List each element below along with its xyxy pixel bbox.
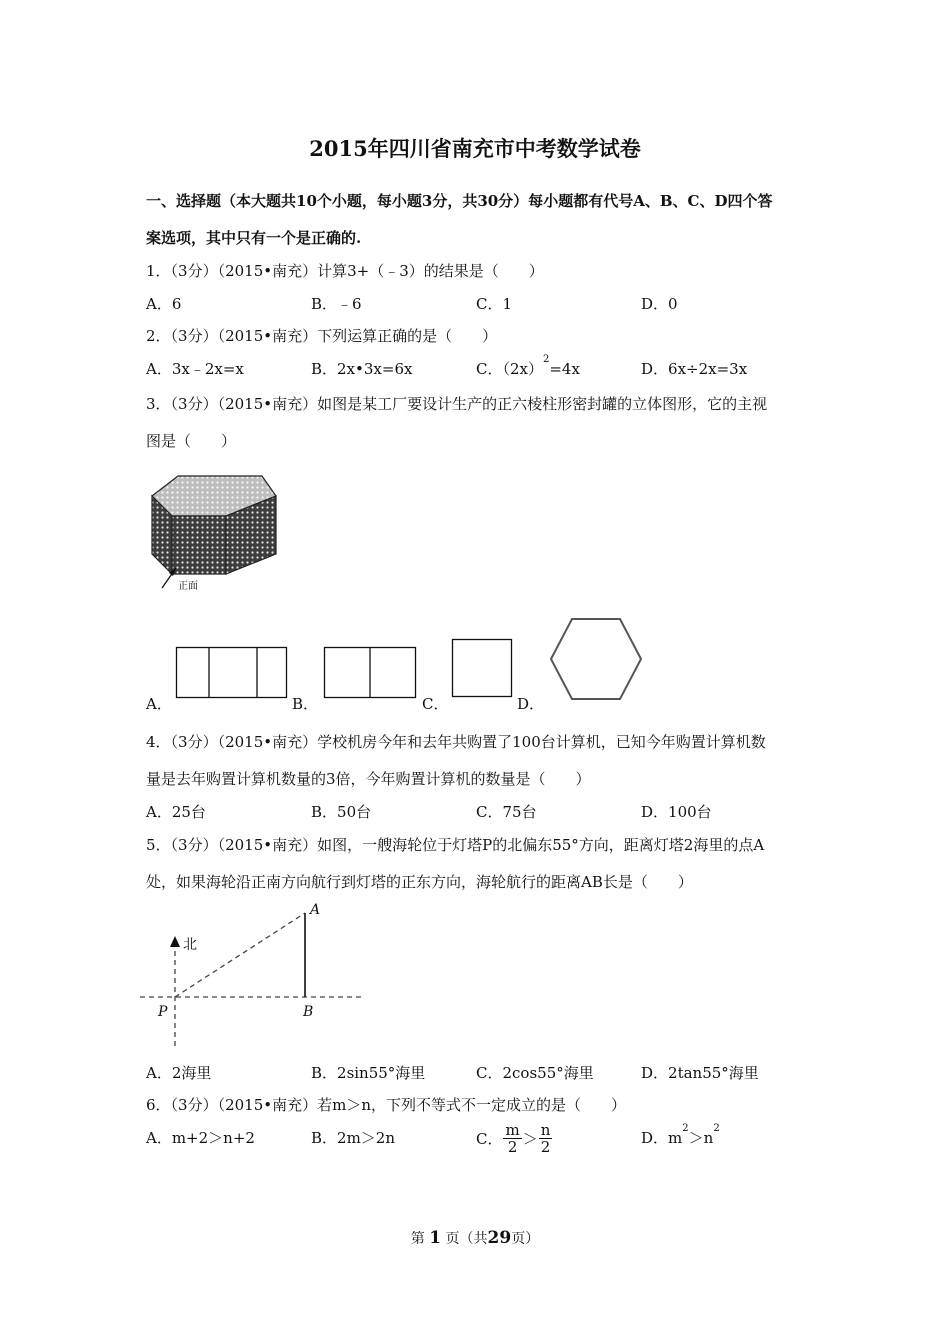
section-heading-line2: 案选项，其中只有一个是正确的. xyxy=(146,229,362,247)
q4-option-a: A．25台 xyxy=(146,803,206,821)
q4-option-c: C．75台 xyxy=(476,803,537,821)
q6-option-b: B．2m＞2n xyxy=(311,1129,395,1147)
fraction-numerator: n xyxy=(540,1121,551,1139)
footer-post: 页） xyxy=(511,1231,540,1247)
point-b-label: B xyxy=(303,1004,314,1020)
q5-option-d: D．2tan55°海里 xyxy=(641,1064,759,1082)
question-1-text: 1．（3分）（2015•南充）计算3+（﹣3）的结果是（ ） xyxy=(146,262,544,280)
q5-option-a: A．2海里 xyxy=(146,1064,212,1082)
footer-total-pages: 29 xyxy=(487,1228,512,1248)
q6-c-relation: ＞ xyxy=(522,1130,538,1148)
q1-option-a: A．6 xyxy=(146,295,182,313)
q4-option-b: B．50台 xyxy=(311,803,372,821)
q2-option-b: B．2x•3x=6x xyxy=(311,360,413,378)
lighthouse-diagram xyxy=(140,898,365,1048)
question-6-text: 6．（3分）（2015•南充）若m＞n，下列不等式不一定成立的是（ ） xyxy=(146,1096,626,1114)
page-footer xyxy=(0,1228,950,1248)
q3-option-c: C． xyxy=(422,695,449,713)
q5-option-c: C．2cos55°海里 xyxy=(476,1064,594,1082)
q6-option-c xyxy=(476,1122,553,1155)
q6-d-mid: ＞n xyxy=(688,1129,714,1147)
q3-view-a xyxy=(175,646,289,699)
page-title: 2015年四川省南充市中考数学试卷 xyxy=(309,136,641,161)
q6-c-prefix: C． xyxy=(476,1130,503,1148)
fraction-numerator: m xyxy=(505,1121,520,1139)
q3-view-b xyxy=(323,646,418,699)
q3-option-d: D． xyxy=(517,695,545,713)
q6-d-exp1: 2 xyxy=(682,1123,689,1134)
question-4-line1: 4．（3分）（2015•南充）学校机房今年和去年共购置了100台计算机，已知今年购置计算机数 xyxy=(146,733,766,751)
footer-pre: 第 xyxy=(410,1231,425,1247)
question-3-line1: 3．（3分）（2015•南充）如图是某工厂要设计生产的正六棱柱形密封罐的立体图形，它的主视 xyxy=(146,395,768,413)
q6-option-a: A．m+2＞n+2 xyxy=(146,1129,255,1147)
q6-option-d xyxy=(641,1123,720,1148)
q6-c-fraction-right xyxy=(539,1122,553,1155)
q3-option-b: B． xyxy=(292,695,319,713)
q2-option-d: D．6x÷2x=3x xyxy=(641,360,748,378)
q5-option-b: B．2sin55°海里 xyxy=(311,1064,426,1082)
q3-view-c xyxy=(451,638,514,699)
q6-d-exp2: 2 xyxy=(713,1123,720,1134)
point-p-label: P xyxy=(158,1004,168,1020)
hexagonal-prism-figure xyxy=(140,470,290,595)
footer-page-number: 1 xyxy=(429,1228,442,1248)
q6-d-prefix: D．m xyxy=(641,1129,683,1147)
question-4-line2: 量是去年购置计算机数量的3倍，今年购置计算机的数量是（ ） xyxy=(146,770,591,788)
question-2-text: 2．（3分）（2015•南充）下列运算正确的是（ ） xyxy=(146,327,498,345)
question-3-line2: 图是（ ） xyxy=(146,432,237,450)
q2-c-prefix: C．（2x） xyxy=(476,360,543,378)
section-heading-line1: 一、选择题（本大题共10个小题，每小题3分，共30分）每小题都有代号A、B、C、D四个答 xyxy=(146,192,773,210)
north-label: 北 xyxy=(183,937,197,953)
front-label: 正面 xyxy=(178,581,198,592)
prism-front-face xyxy=(172,516,226,574)
fraction-denominator: 2 xyxy=(540,1138,551,1156)
question-5-line1: 5．（3分）（2015•南充）如图，一艘海轮位于灯塔P的北偏东55°方向，距离灯塔2海里的点A xyxy=(146,836,765,854)
point-a-label: A xyxy=(310,902,321,918)
q1-option-d: D．0 xyxy=(641,295,678,313)
q6-c-fraction-left xyxy=(503,1122,521,1155)
q1-option-c: C．1 xyxy=(476,295,513,313)
q2-option-a: A．3x﹣2x=x xyxy=(146,360,244,378)
footer-mid: 页（共 xyxy=(445,1231,488,1247)
q1-option-b: B．﹣6 xyxy=(311,295,362,313)
q2-option-c xyxy=(476,354,580,379)
q2-c-suffix: =4x xyxy=(549,360,580,378)
q3-view-d-hexagon xyxy=(548,617,644,701)
q3-option-a: A． xyxy=(146,695,172,713)
q4-option-d: D．100台 xyxy=(641,803,712,821)
q2-c-exponent: 2 xyxy=(542,354,550,365)
question-5-line2: 处，如果海轮沿正南方向航行到灯塔的正东方向，海轮航行的距离AB长是（ ） xyxy=(146,873,693,891)
fraction-denominator: 2 xyxy=(507,1138,518,1156)
